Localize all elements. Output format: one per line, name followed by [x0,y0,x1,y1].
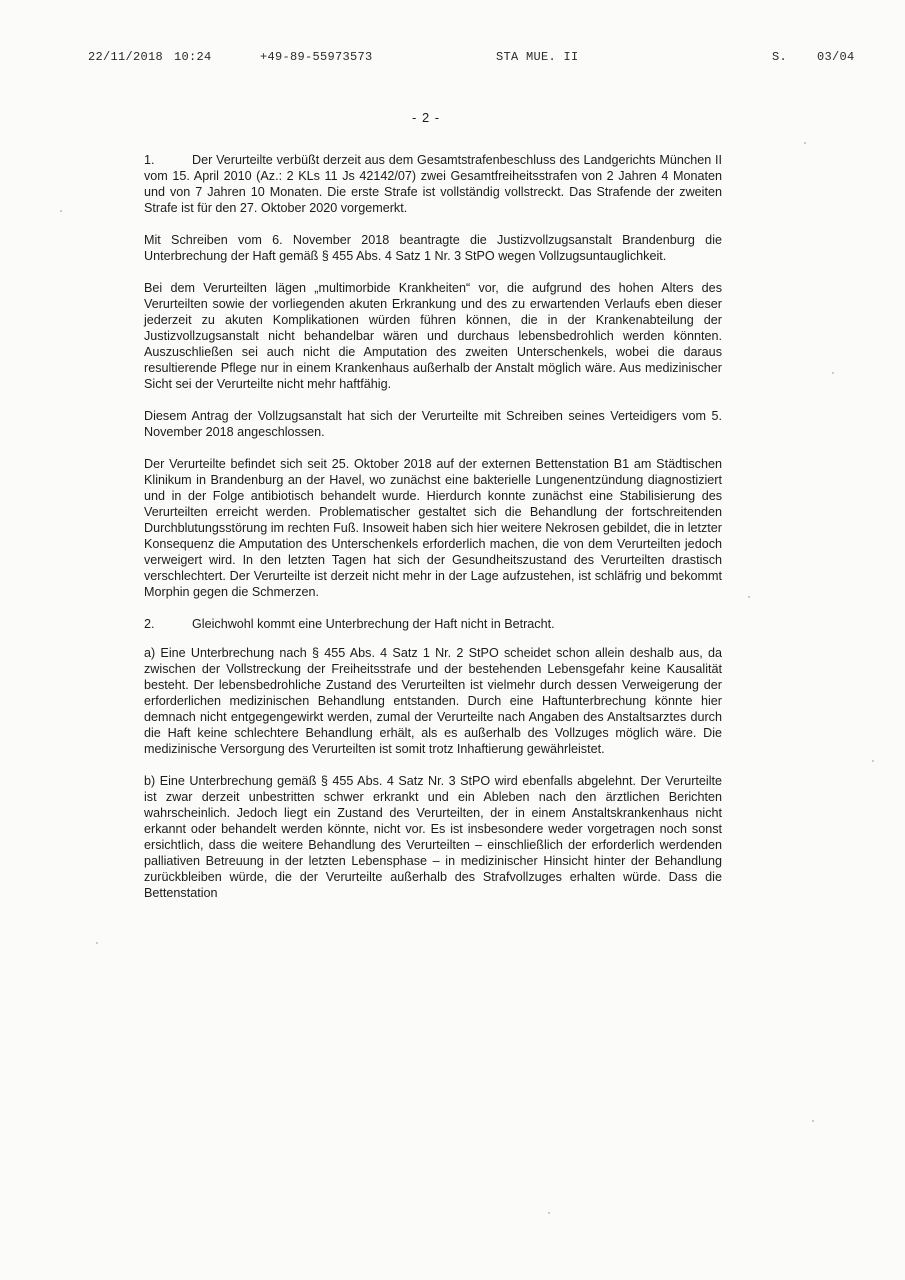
paragraph-text: a) Eine Unterbrechung nach § 455 Abs. 4 Satz 1 Nr. 2 StPO scheidet schon allein deshalb aus, da zwischen der Vollstreckung der Freiheitsstrafe und der bestehenden Lebensgefahr keine Kausalität besteht. Der lebensbedrohliche Zustand des Verurteilten ist vielmehr durch dessen Verweigerung der erforderlichen medizinischen Behandlung entstanden. Durch eine Haftunterbrechung könnte hier demnach nicht entgegengewirkt werden, zumal der Verurteilte nach Angaben des Anstaltsarztes durch die Haft keine schlechtere Behandlung erhält, als es außerhalb des Vollzuges möglich wäre. Die medizinische Versorgung des Verurteilten ist somit trotz Inhaftierung gewährleistet. [144,646,722,756]
paragraph-1 [144,152,722,216]
paragraph-number: 2. [144,617,155,631]
scan-speck [832,372,834,374]
paragraph-text: b) Eine Unterbrechung gemäß § 455 Abs. 4 Satz Nr. 3 StPO wird ebenfalls abgelehnt. Der Verurteilte ist zwar derzeit unbestritten schwer erkrankt und ein Ableben nach den ärztlichen Berichten wahrscheinlich. Jedoch liegt ein Zustand des Verurteilten, der in einem Anstaltskrankenhaus nicht erkannt oder behandelt werden könnte, nicht vor. Es ist insbesondere weder vorgetragen noch sonst ersichtlich, dass die weitere Behandlung des Verurteilten – einschließlich der erforderlich werdenden palliativen Betreuung in der letzten Lebensphase – in medizinischer Hinsicht hinter der Behandlung zurückbleiben würde, die der Verurteilte außerhalb des Strafvollzuges erhalten würde. Dass die Bettenstation [144,774,722,900]
fax-page: 03/04 [817,50,855,64]
fax-time: 10:24 [174,50,212,64]
paragraph-number: 1. [144,153,155,167]
fax-date: 22/11/2018 [88,50,164,64]
paragraph-3 [144,280,722,392]
fax-page-prefix: S. [772,50,788,64]
paragraph-8 [144,773,722,901]
scan-speck [812,1120,814,1122]
document-body [144,152,722,917]
scan-speck [872,760,874,762]
paragraph-5 [144,456,722,600]
paragraph-text: Der Verurteilte befindet sich seit 25. Oktober 2018 auf der externen Bettenstation B1 am Städtischen Klinikum in Brandenburg an der Havel, wo zunächst eine bakterielle Lungenentzündung diagnostiziert und in der Folge antibiotisch behandelt wurde. Hierdurch konnte zunächst eine Stabilisierung des Verurteilten erreicht werden. Problematischer gestaltet sich die Behandlung der fortschreitenden Durchblutungsstörung im rechten Fuß. Insoweit haben sich hier weitere Nekrosen gebildet, die in letzter Konsequenz die Amputation des Unterschenkels erforderlich machen, die von dem Verurteilten jedoch verweigert wird. In den letzten Tagen hat sich der Gesundheitszustand des Verurteilten drastisch verschlechtert. Der Verurteilte ist derzeit nicht mehr in der Lage aufzustehen, ist schläfrig und bekommt Morphin gegen die Schmerzen. [144,457,722,599]
paragraph-text: Der Verurteilte verbüßt derzeit aus dem Gesamtstrafenbeschluss des Landgerichts München II vom 15. April 2010 (Az.: 2 KLs 11 Js 42142/07) zwei Gesamtfreiheitsstrafen von 2 Jahren 4 Monaten und von 7 Jahren 10 Monaten. Die erste Strafe ist vollständig vollstreckt. Das Strafende der zweiten Strafe ist für den 27. Oktober 2020 vorgemerkt. [144,153,722,215]
paragraph-text: Bei dem Verurteilten lägen „multimorbide Krankheiten“ vor, die aufgrund des hohen Alters des Verurteilten sowie der vorliegenden akuten Erkrankung und des zu erwartenden Verlaufs eben dieser jederzeit zu akuten Komplikationen würden führen können, die in der Krankenabteilung der Justizvollzugsanstalt nicht behandelbar wären und durchaus lebensbedrohlich werden könnten. Auszuschließen sei auch nicht die Amputation des zweiten Unterschenkels, wobei die daraus resultierende Pflege nur in einem Krankenhaus außerhalb der Anstalt möglich wäre. Aus medizinischer Sicht sei der Verurteilte nicht mehr haftfähig. [144,281,722,391]
paragraph-6 [144,616,722,632]
page-number: - 2 - [412,110,441,125]
scan-speck [748,596,750,598]
paragraph-2 [144,232,722,264]
fax-phone: +49-89-55973573 [260,50,373,64]
paragraph-text: Mit Schreiben vom 6. November 2018 beantragte die Justizvollzugsanstalt Brandenburg die Unterbrechung der Haft gemäß § 455 Abs. 4 Satz 1 Nr. 3 StPO wegen Vollzugsuntauglichkeit. [144,233,722,263]
scan-speck [548,1212,550,1214]
scan-speck [60,210,62,212]
scan-speck [96,942,98,944]
paragraph-7 [144,645,722,757]
fax-sender: STA MUE. II [496,50,579,64]
fax-header [88,50,868,68]
scan-speck [804,142,806,144]
paragraph-text: Gleichwohl kommt eine Unterbrechung der Haft nicht in Betracht. [192,617,555,631]
paragraph-text: Diesem Antrag der Vollzugsanstalt hat sich der Verurteilte mit Schreiben seines Verteidigers vom 5. November 2018 angeschlossen. [144,409,722,439]
paragraph-4 [144,408,722,440]
